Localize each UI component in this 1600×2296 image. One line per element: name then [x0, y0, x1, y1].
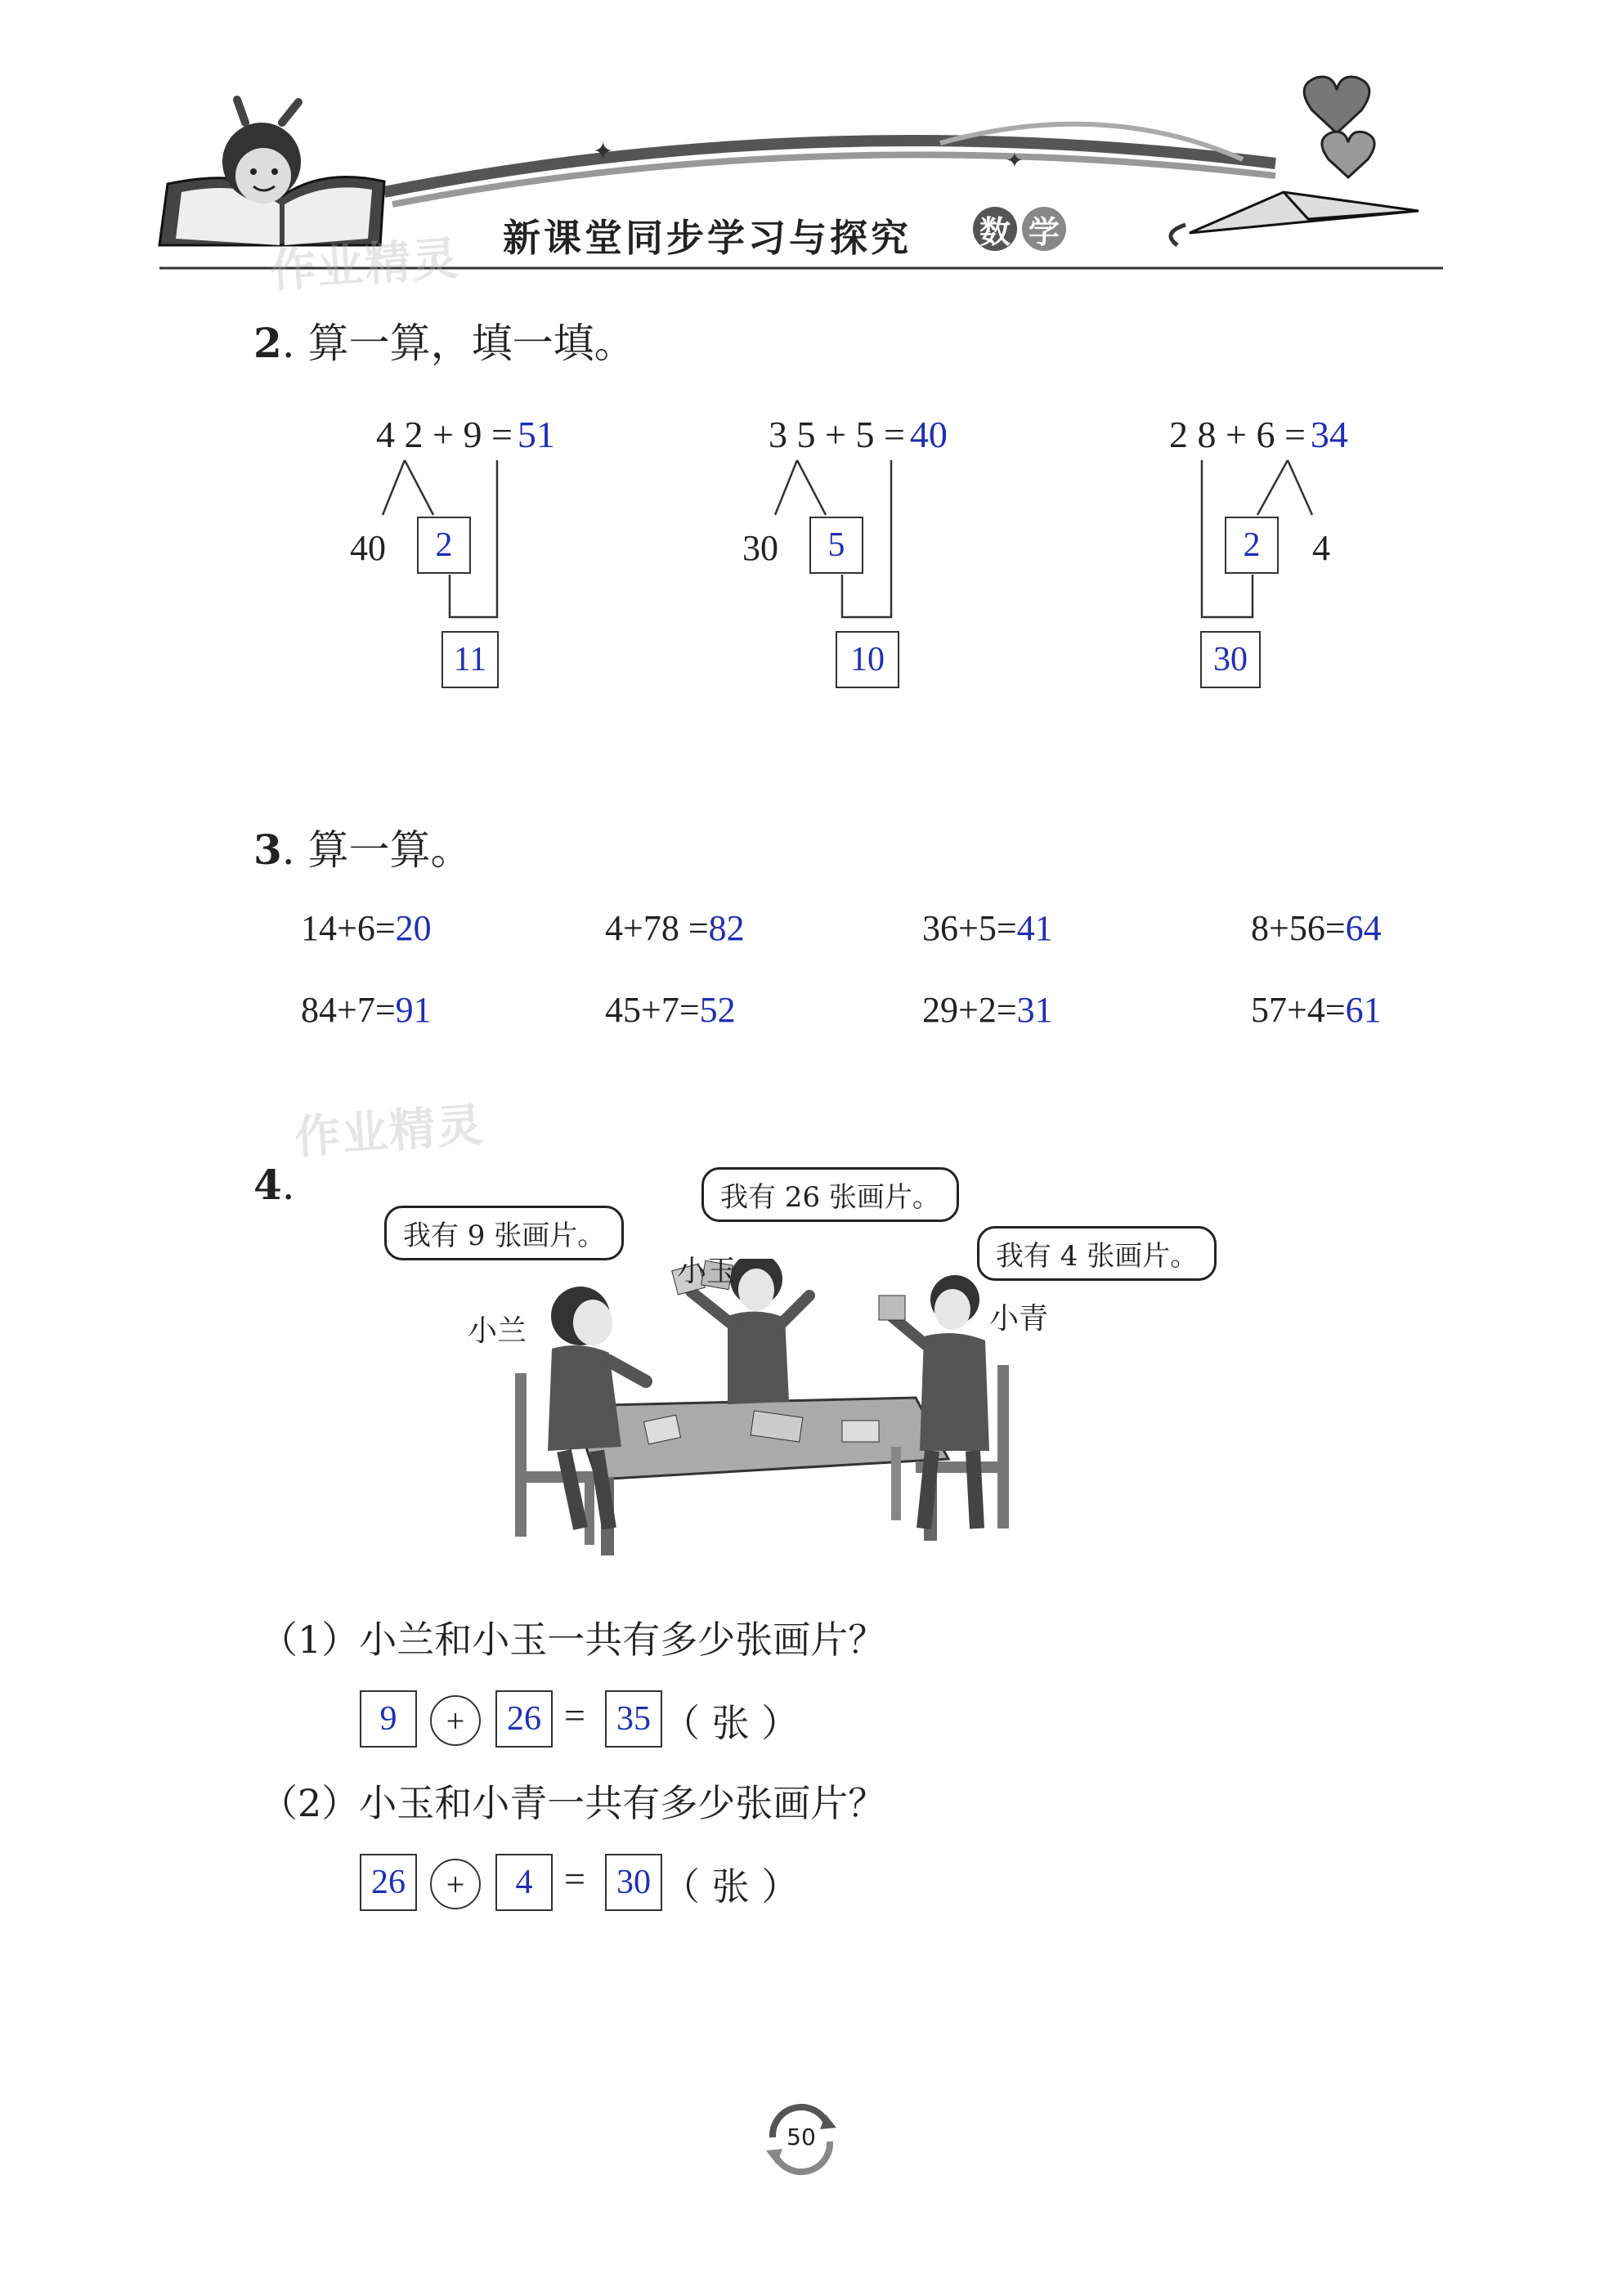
q1-box-b[interactable]: 26 [495, 1690, 553, 1748]
calc-expr: 84+7= [301, 990, 396, 1030]
problem-2-expr: 3 5 + 5 = [769, 414, 905, 455]
q1-unit: （ 张 ） [662, 1701, 800, 1745]
q2-equals: = [564, 1858, 585, 1900]
problem-3-split-box[interactable]: 2 [1225, 517, 1279, 574]
calc-item [301, 989, 432, 1031]
calc-answer: 20 [395, 908, 432, 948]
problem-3-bottom-box[interactable]: 30 [1200, 631, 1261, 688]
q2-box-result[interactable]: 30 [605, 1854, 662, 1911]
section-2-title [253, 311, 635, 369]
calc-expr: 8+56= [1251, 908, 1346, 948]
section-4-text: . [281, 1161, 295, 1209]
q2-operator-circle[interactable]: + [430, 1859, 481, 1909]
problem-2-split-left: 30 [742, 528, 778, 568]
svg-text:✦: ✦ [1006, 149, 1024, 173]
section-2-number: 2 [253, 319, 282, 367]
calc-expr: 57+4= [1251, 990, 1346, 1030]
problem-3-expression [1169, 413, 1348, 456]
problem-1-expression [376, 413, 555, 456]
problem-1-answer: 51 [517, 414, 555, 455]
section-3-number: 3 [253, 826, 282, 874]
problem-1-split-left: 40 [350, 528, 386, 568]
children-table-illustration [507, 1259, 1030, 1561]
section-2-text: . 算一算，填一填。 [281, 320, 635, 367]
calc-item [301, 907, 432, 949]
problem-2-expression [769, 413, 948, 456]
calc-expr: 29+2= [922, 990, 1017, 1030]
calc-answer: 31 [1016, 990, 1053, 1030]
q1-box-result[interactable]: 35 [605, 1690, 662, 1748]
problem-2-split-box[interactable]: 5 [809, 517, 863, 574]
calc-item [605, 989, 736, 1031]
calc-answer: 91 [395, 990, 432, 1030]
calc-answer: 41 [1016, 908, 1053, 948]
page-header [0, 0, 1600, 278]
q2-box-b[interactable]: 4 [495, 1854, 553, 1911]
section-4-title [253, 1161, 295, 1209]
calc-expr: 45+7= [605, 990, 700, 1030]
section-3-text: . 算一算。 [281, 826, 472, 874]
watermark-top: 作业精灵 [268, 231, 462, 299]
calc-expr: 14+6= [301, 908, 396, 948]
calc-item [605, 907, 745, 949]
calc-expr: 36+5= [922, 908, 1017, 948]
name-xiaolan: 小兰 [468, 1314, 527, 1348]
calc-answer: 82 [708, 908, 745, 948]
page-number: 50 [787, 2124, 816, 2151]
calc-item [1251, 907, 1382, 949]
q1-equals: = [564, 1694, 585, 1736]
calc-item [922, 989, 1053, 1031]
problem-1-split-box[interactable]: 2 [417, 517, 471, 574]
problem-3-expr: 2 8 + 6 = [1169, 414, 1306, 455]
watermark-middle: 作业精灵 [293, 1098, 486, 1166]
speech-bubble-xiaoqing: 我有 4 张画片。 [977, 1226, 1217, 1281]
q1-operator-circle[interactable]: + [430, 1695, 481, 1746]
q2-unit: （ 张 ） [662, 1864, 800, 1909]
name-xiaoyu: 小玉 [677, 1255, 737, 1288]
section-4-number: 4 [253, 1161, 282, 1209]
problem-3-answer: 34 [1310, 414, 1348, 455]
calc-item [1251, 989, 1382, 1031]
problem-2-answer: 40 [909, 414, 948, 455]
calc-answer: 61 [1345, 990, 1382, 1030]
question-2-text: （2）小玉和小青一共有多少张画片？ [260, 1781, 886, 1825]
problem-2-bottom-box[interactable]: 10 [836, 631, 899, 688]
header-title: 新课堂同步学习与探究 [503, 216, 912, 260]
question-1-text: （1）小兰和小玉一共有多少张画片？ [260, 1618, 886, 1662]
problem-3-split-right: 4 [1312, 528, 1330, 568]
subject-char-1: 数 [973, 207, 1017, 251]
subject-char-2: 学 [1022, 207, 1066, 251]
problem-1-bottom-box[interactable]: 11 [441, 631, 499, 688]
calc-answer: 52 [699, 990, 736, 1030]
q1-box-a[interactable]: 9 [360, 1690, 417, 1748]
problem-1-expr: 4 2 + 9 = [376, 414, 513, 455]
q2-box-a[interactable]: 26 [360, 1854, 417, 1911]
speech-bubble-xiaoyu: 我有 26 张画片。 [701, 1167, 959, 1222]
calc-expr: 4+78 = [605, 908, 709, 948]
name-xiaoqing: 小青 [989, 1302, 1049, 1336]
calc-answer: 64 [1345, 908, 1382, 948]
svg-text:✦: ✦ [593, 137, 614, 166]
section-3-title [253, 817, 472, 876]
calc-item [922, 907, 1053, 949]
speech-bubble-xiaolan: 我有 9 张画片。 [384, 1206, 624, 1260]
